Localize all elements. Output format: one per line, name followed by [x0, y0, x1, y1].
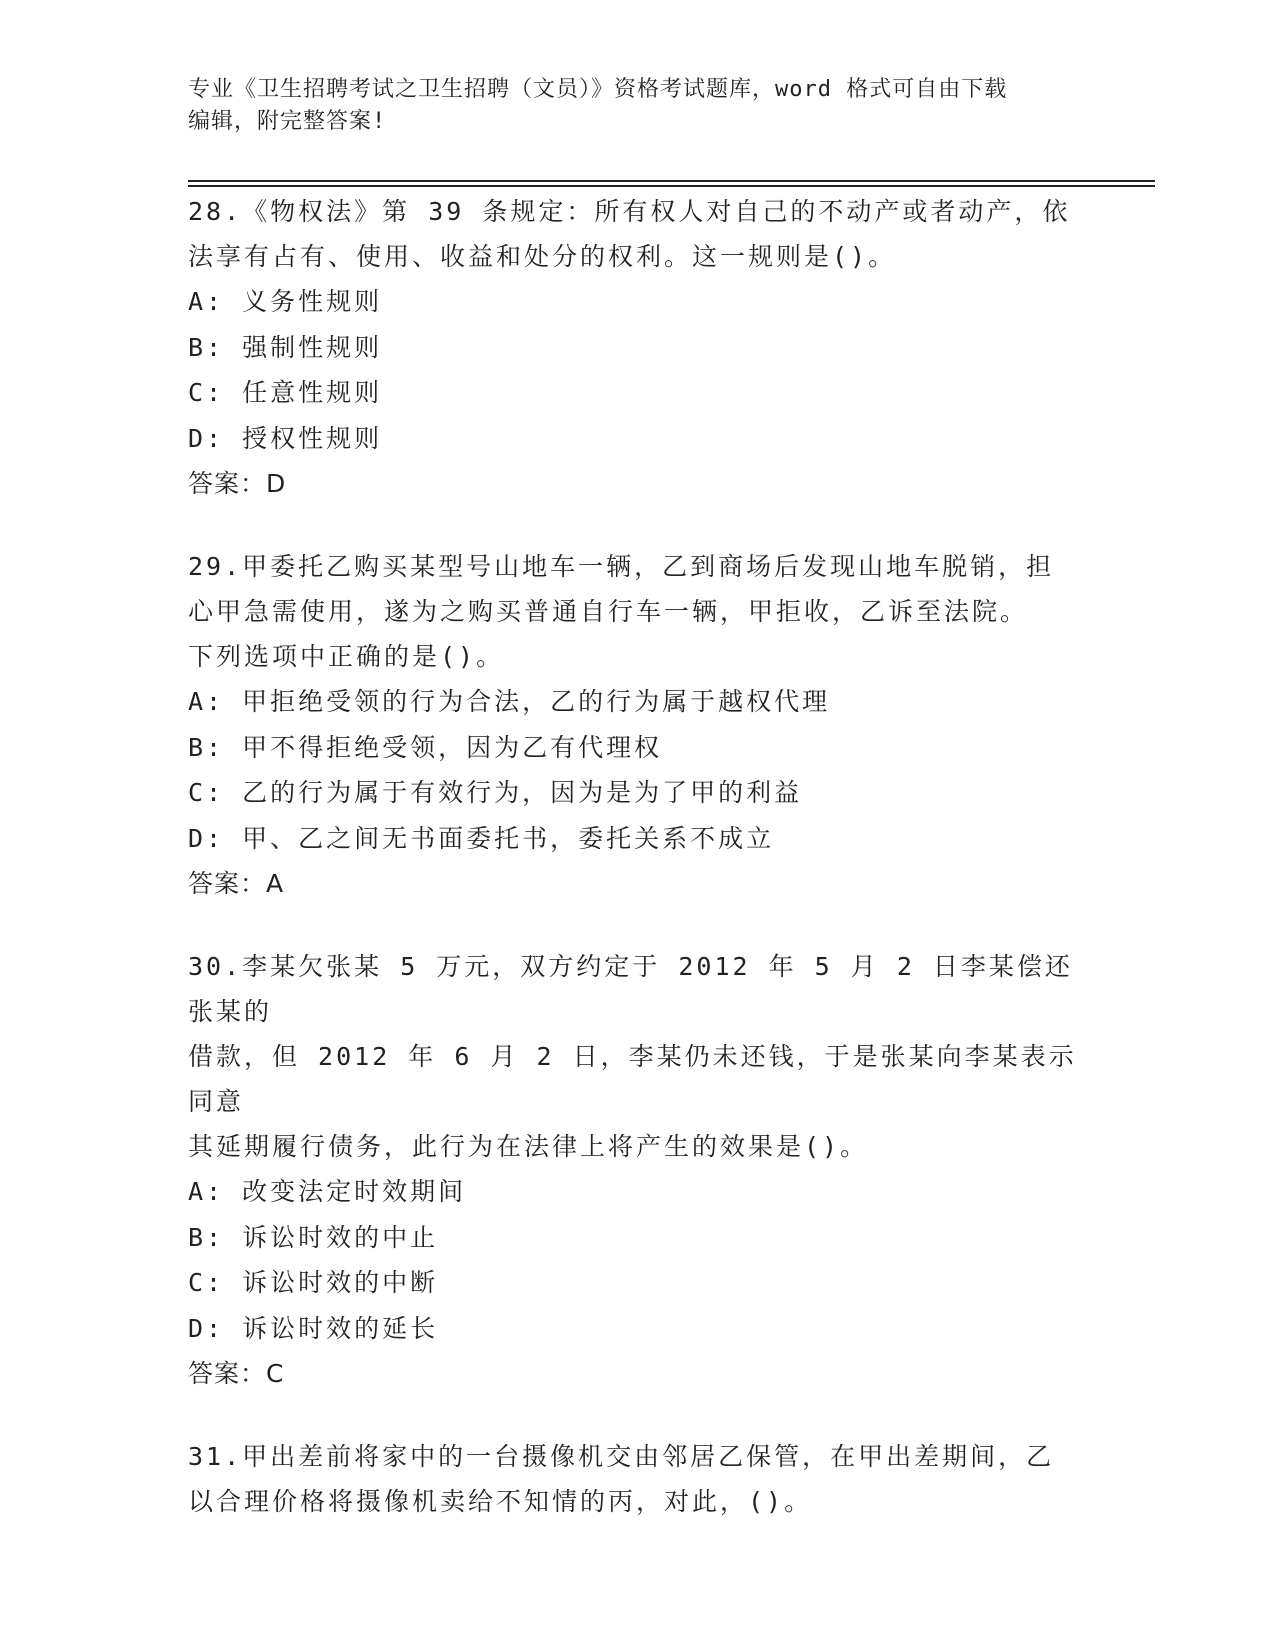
header-line: 编辑，附完整答案!: [188, 109, 387, 134]
option-a: A: 义务性规则: [188, 287, 383, 316]
answer-key: 答案：A: [188, 869, 285, 898]
option-b: B: 强制性规则: [188, 332, 383, 362]
question-stem: 借款，但 2012 年 6 月 2 日，李某仍未还钱，于是张某向李某表示同意: [188, 1042, 1077, 1116]
question-stem: 28.《物权法》第 39 条规定：所有权人对自己的不动产或者动产，依: [188, 197, 1071, 226]
question-28: [188, 189, 1088, 506]
question-stem: 心甲急需使用，遂为之购买普通自行车一辆，甲拒收，乙诉至法院。: [188, 597, 1029, 626]
question-29: [188, 544, 1088, 906]
option-b: B: 诉讼时效的中止: [188, 1222, 439, 1252]
option-d: D: 授权性规则: [188, 423, 383, 453]
option-c: C: 乙的行为属于有效行为，因为是为了甲的利益: [188, 778, 803, 807]
option-b: B: 甲不得拒绝受领，因为乙有代理权: [188, 732, 663, 762]
question-stem: 29.甲委托乙购买某型号山地车一辆，乙到商场后发现山地车脱销，担: [188, 552, 1055, 581]
question-stem: 31.甲出差前将家中的一台摄像机交由邻居乙保管，在甲出差期间，乙: [188, 1442, 1055, 1471]
option-d: D: 诉讼时效的延长: [188, 1313, 439, 1343]
option-a: A: 甲拒绝受领的行为合法，乙的行为属于越权代理: [188, 687, 831, 716]
option-d: D: 甲、乙之间无书面委托书，委托关系不成立: [188, 823, 775, 853]
question-stem: 其延期履行债务，此行为在法律上将产生的效果是()。: [188, 1132, 869, 1161]
question-stem: 法享有占有、使用、收益和处分的权利。这一规则是()。: [188, 242, 897, 271]
answer-key: 答案：C: [188, 1359, 285, 1388]
question-stem: 下列选项中正确的是()。: [188, 642, 505, 671]
header-divider: [188, 180, 1155, 182]
option-a: A: 改变法定时效期间: [188, 1177, 467, 1206]
question-stem: 30.李某欠张某 5 万元，双方约定于 2012 年 5 月 2 日李某偿还张某的: [188, 952, 1073, 1026]
option-c: C: 诉讼时效的中断: [188, 1268, 439, 1297]
question-31: [188, 1434, 1088, 1524]
option-c: C: 任意性规则: [188, 378, 383, 407]
answer-key: 答案：D: [188, 469, 287, 498]
question-stem: 以合理价格将摄像机卖给不知情的丙，对此，()。: [188, 1487, 813, 1516]
document-header: [188, 74, 1088, 138]
header-divider: [188, 185, 1155, 187]
question-30: [188, 944, 1088, 1396]
header-line: 专业《卫生招聘考试之卫生招聘（文员）》资格考试题库，word 格式可自由下载: [188, 77, 1008, 102]
question-list: [188, 189, 1088, 1562]
